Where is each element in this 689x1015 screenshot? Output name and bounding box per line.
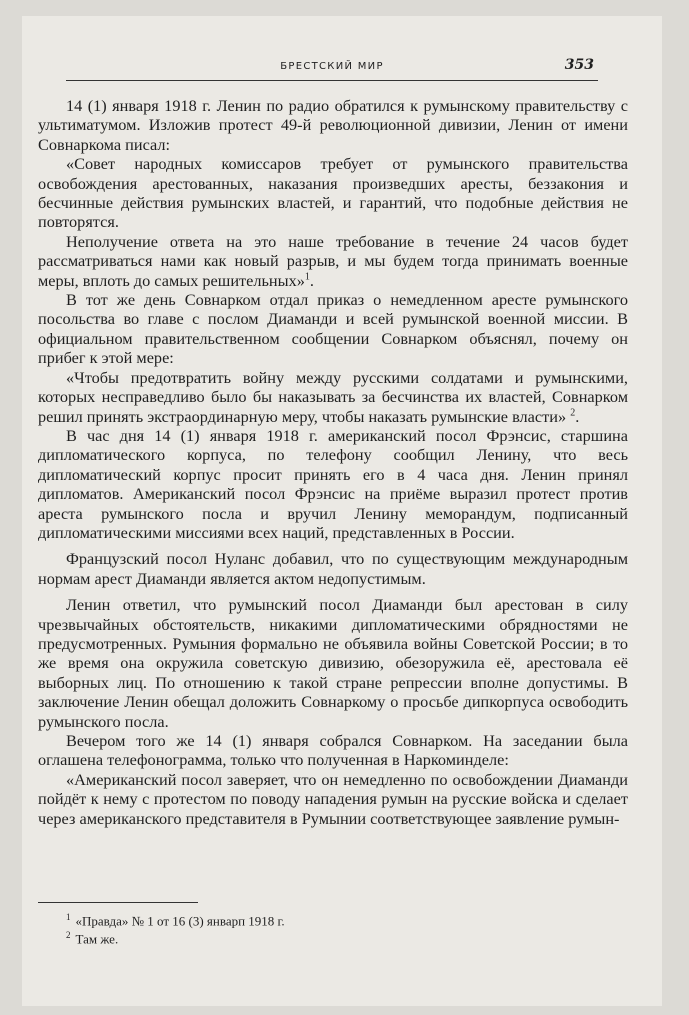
footnote-text: Там же. [75,931,119,947]
paragraph: Ленин ответил, что румынский посол Диаманди был арестован в силу чрезвычайных обстоятельств, никакими дипломатическими обрядностями не предусмотренных. Румыния формально не объявила войны Советской России; в то же время она окружила советскую дивизию, обезоружила её, арестовала её выборных лиц. По отношению к такой стране репрессии вполне допустимы. В заключение Ленин обещал доложить Совнаркому о просьбе дипкорпуса освободить румынского посла. [38,595,628,731]
book-page [22,16,662,1006]
page-header [66,56,598,81]
quote-paragraph: «Чтобы предотвратить войну между русскими солдатами и румынскими, которых несправедливо было бы наказывать за бесчинства их властей, Совнарком решил принять экстраординарную меру, чтобы наказать румынские власти» $^2$. [38,367,628,426]
quote-paragraph: «Совет народных комиссаров требует от румынского правительства освобождения арестованных, наказания произведших аресты, беззакония и бесчинные действия румынских властей, и гарантий, что подобные действия не повторятся. [38,154,628,232]
footnote-mark: 2 [66,930,71,941]
footnote-mark: 1 [66,912,71,922]
paragraph: В час дня 14 (1) января 1918 г. американский посол Фрэнсис, старшина дипломатического корпуса, по телефону сообщил Ленину, что весь дипломатический корпус просит принять его в 4 часа дня. Ленин принял дипломатов. Американский посол Фрэнсис на приёме выразил протест против ареста румынского посла и вручил Ленину меморандум, подписанный дипломатическими миссиями всех наций, представленных в России. [38,425,628,542]
body-text [38,96,628,828]
footnote-text: «Правда» № 1 от 16 (3) январп 1918 г. [75,913,285,929]
paragraph: Французский посол Нуланс добавил, что по существующим международным нормам арест Диаманди является актом недопустимым. [38,549,628,588]
quote-paragraph: «Американский посол заверяет, что он немедленно по освобождении Диаманди пойдёт к нему с протестом по поводу нападения румын на русские войска и сделает через американского представителя в Румынии соответствующее заявление румын- [38,769,628,828]
paragraph: 14 (1) января 1918 г. Ленин по радио обратился к румынскому правительству с ультиматумом. Изложив протест 49-й революционной дивизии, Ленин от имени Совнаркома писал: [38,96,628,154]
footnote [66,910,616,928]
footnote [66,928,616,946]
footnote-ref: 1 [304,271,310,283]
paragraph-text: «Чтобы предотвратить войну между русскими солдатами и румынскими, которых несправедливо было бы наказывать за бесчинства их властей, Совнарком решил принять экстраординарную меру, чтобы наказать румынские власти» [38,367,628,426]
running-title: БРЕСТСКИЙ МИР [280,61,384,72]
paragraph: Вечером того же 14 (1) января собрался Совнарком. На заседании была оглашена телефонограмма, только что полученная в Наркоминделе: [38,731,628,770]
page-number: 353 [564,57,594,73]
paragraph: В тот же день Совнарком отдал приказ о немедленном аресте румынского посольства во главе с послом Диаманди и всей румынской военной миссии. В официальном правительственном сообщении Совнарком объяснял, почему он прибег к этой мере: [38,290,628,368]
paragraph-text: Неполучение ответа на это наше требование в течение 24 часов будет рассматриваться нами как новый разрыв, и мы будем тогда принимать военные меры, вплоть до самых решительных» [38,231,628,290]
footnote-divider [38,902,198,903]
footnote-ref: 2 [570,407,576,419]
quote-paragraph: Неполучение ответа на это наше требование в течение 24 часов будет рассматриваться нами как новый разрыв, и мы будем тогда принимать военные меры, вплоть до самых решительных»$^1$. [38,231,628,290]
footnotes [66,910,616,947]
